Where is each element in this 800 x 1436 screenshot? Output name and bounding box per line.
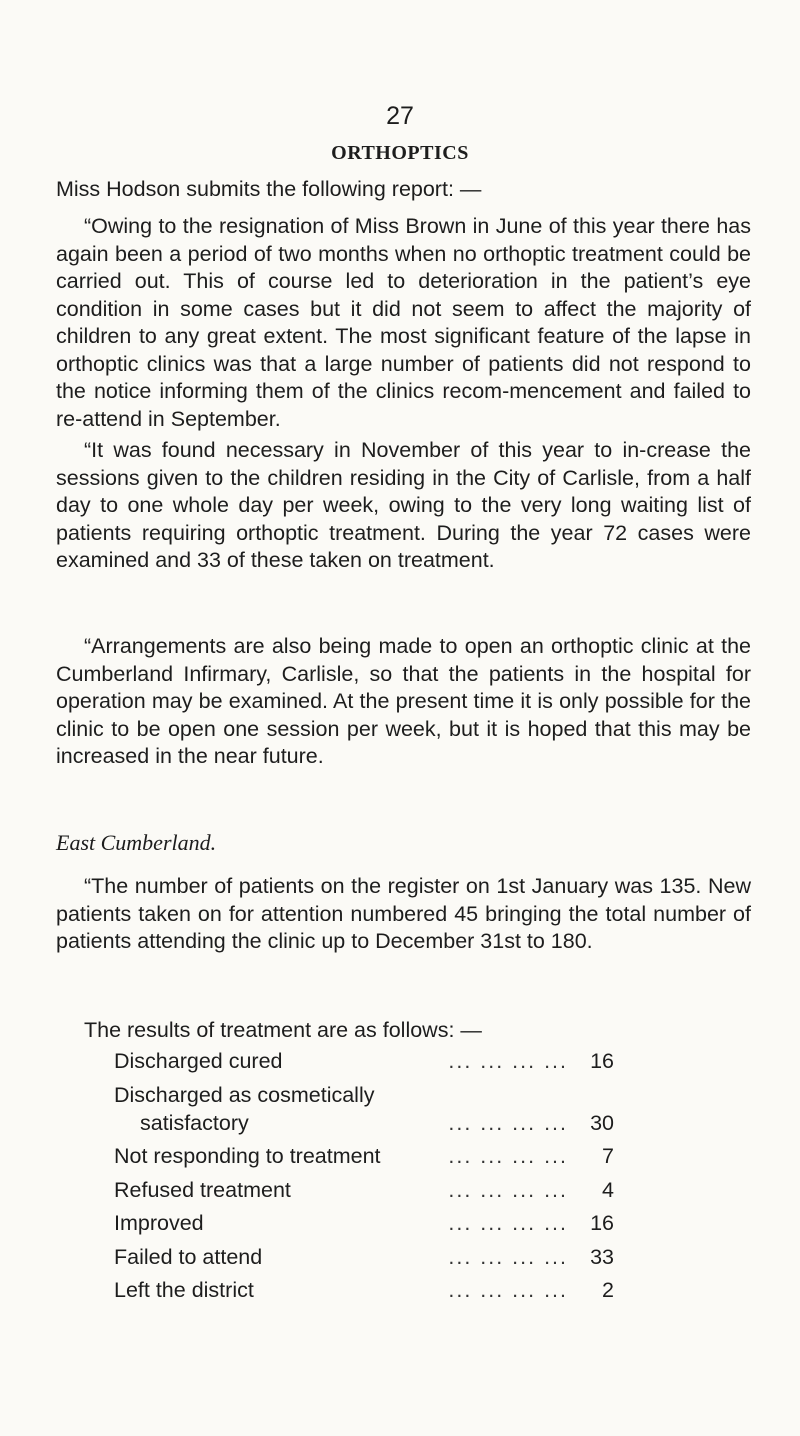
result-value: 33 [590, 1244, 614, 1269]
result-row [114, 1211, 614, 1245]
leader-dots: ... ... ... ... [448, 1244, 568, 1269]
result-row [114, 1144, 614, 1178]
result-row [114, 1245, 614, 1279]
result-row [114, 1178, 614, 1212]
results-intro: The results of treatment are as follows: — [84, 1018, 482, 1042]
result-label: Not responding to treatment [114, 1144, 381, 1168]
results-table [114, 1049, 614, 1312]
result-label: Failed to attend [114, 1244, 263, 1269]
page-number: 27 [386, 102, 414, 130]
result-value: 16 [590, 1211, 614, 1235]
result-label: Discharged as cosmetically [114, 1082, 375, 1107]
leader-dots: ... ... ... ... [448, 1049, 568, 1073]
result-label: Left the district [114, 1278, 254, 1302]
result-value: 30 [590, 1110, 614, 1135]
result-value: 4 [602, 1177, 614, 1202]
paragraph-arrangements: “Arrangements are also being made to open an orthoptic clinic at the Cumberland Infirmary, Carlisle, so that the patients in the hospital for operation may be examined. At the present time it is only possible for the clinic to be open one session per week, but it is hoped that this may be increased in the near future. [56, 634, 751, 768]
result-label: Improved [114, 1211, 204, 1235]
leader-dots: ... ... ... ... [448, 1211, 568, 1235]
result-value: 16 [590, 1049, 614, 1073]
result-label: satisfactory [140, 1110, 249, 1135]
report-intro: Miss Hodson submits the following report: — [56, 177, 482, 201]
paragraph-sessions: “It was found necessary in November of this year to in-crease the sessions given to the children residing in the City of Carlisle, from a half day to one whole day per week, owing to the very long waiting list of patients requiring orthoptic treatment. During the year 72 cases were examined and 33 of these taken on treatment. [56, 438, 751, 572]
result-value: 7 [602, 1144, 614, 1168]
result-row [114, 1049, 614, 1083]
result-label: Refused treatment [114, 1177, 291, 1202]
leader-dots: ... ... ... ... [448, 1177, 568, 1202]
subsection-title: East Cumberland. [56, 830, 217, 855]
leader-dots: ... ... ... ... [448, 1278, 568, 1302]
result-row [114, 1111, 614, 1145]
result-value: 2 [602, 1278, 614, 1302]
result-row [114, 1083, 614, 1111]
paragraph-staffing: “Owing to the resignation of Miss Brown in June of this year there has again been a period of two months when no orthoptic treatment could be carried out. This of course led to deterioration in the patient’s eye condition in some cases but it did not seem to affect the majority of children to any great extent. The most significant feature of the lapse in orthoptic clinics was that a large number of patients did not respond to the notice informing them of the clinics recom-mencement and failed to re-attend in September. [56, 214, 751, 431]
leader-dots: ... ... ... ... [448, 1110, 568, 1135]
result-label: Discharged cured [114, 1049, 283, 1073]
result-row [114, 1278, 614, 1312]
section-heading: ORTHOPTICS [331, 142, 469, 164]
leader-dots: ... ... ... ... [448, 1144, 568, 1168]
paragraph-register: “The number of patients on the register on 1st January was 135. New patients taken on for attention numbered 45 bringing the total number of patients attending the clinic up to December 31st to 180. [56, 874, 751, 953]
